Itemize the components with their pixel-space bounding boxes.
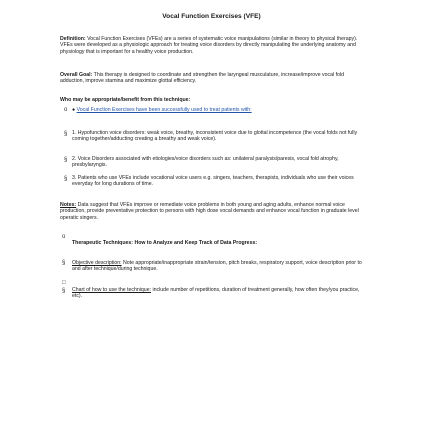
therapeutic-item-2-text: include number of repetitions, duration of treatment generally, how often they/you practice, etc). — [72, 287, 360, 300]
who-item-3: 3. Patients who use VFEs include vocational voice users e.g. singers, teachers, therapists, individuals who use their voices everyday for long durations of time. — [72, 175, 354, 188]
therapeutic-item-1 — [72, 260, 368, 273]
who-heading: Who may be appropriate/benefit from this technique: — [60, 97, 191, 103]
therapeutic-item-2 — [72, 287, 368, 300]
document-title: Vocal Function Exercises (VFE) — [162, 13, 261, 20]
therapeutic-item-1-lead: Objective description: — [72, 260, 122, 266]
who-item-1: 1. Hypofunction voice disorders: weak voice, breathy, inconsistent voice due to glottal incompetence (the vocal folds not fully coming together/adducting creating a breathy and weak voice). — [72, 130, 358, 143]
who-intro-text: Vocal Function Exercises have been successfully used to treat patients with: — [76, 107, 252, 113]
bullet-icon: o — [64, 107, 68, 113]
item-marker-icon: § — [64, 131, 68, 137]
who-item-2: 2. Voice Disorders associated with etiologies/voice disorders such as: unilateral paralysis/paresis, vocal fold atrophy, presbylaryngis. — [72, 156, 339, 169]
therapeutic-item-1-text: Note appropriate/inappropriate strain/tension, pitch breaks, respiratory support, voice description prior to and after technique/during technique. — [72, 260, 362, 273]
goal-paragraph — [60, 72, 365, 85]
notes-text: Data suggest that VFEs improve or remediate voice problems in both young and aging adults, enhance normal voice production, provide preventative protection to persons with high dose vocal demands and enhance vocal function in graduate level operatic singers. — [60, 202, 359, 221]
item-marker-icon: § — [64, 176, 68, 182]
therapeutic-heading: Therapeutic Techniques: How to Analyze and Keep Track of Data Progress: — [72, 240, 258, 246]
item-marker-icon: § — [62, 260, 66, 266]
item-marker-icon: § — [62, 288, 66, 294]
item-marker-icon: § — [64, 157, 68, 163]
goal-text: This therapy is designed to coordinate and strengthen the laryngeal musculature, increase/improve vocal fold adduction, improve stamina and maximize glottal efficiency. — [60, 72, 344, 85]
definition-paragraph — [60, 36, 365, 55]
bullet-dot-icon: ● — [72, 107, 76, 113]
who-intro — [72, 107, 362, 113]
bullet-icon: o — [62, 234, 66, 240]
therapeutic-item-2-lead: Chart of how to use the technique: — [72, 287, 152, 293]
notes-paragraph — [60, 202, 365, 221]
definition-label: Definition: — [60, 36, 86, 42]
definition-text: Vocal Function Exercises (VFEs) are a series of systematic voice manipulations (similar in theory to physical therapy). VFEs were developed as a physiologic approach for treating voice disorders by directly manipulating the underlying anatomy and physiology that is important for a healthy voice production. — [60, 36, 358, 55]
goal-label: Overall Goal: — [60, 72, 93, 78]
item-marker-icon: □ — [62, 280, 66, 286]
notes-label: Notes: — [60, 202, 77, 208]
